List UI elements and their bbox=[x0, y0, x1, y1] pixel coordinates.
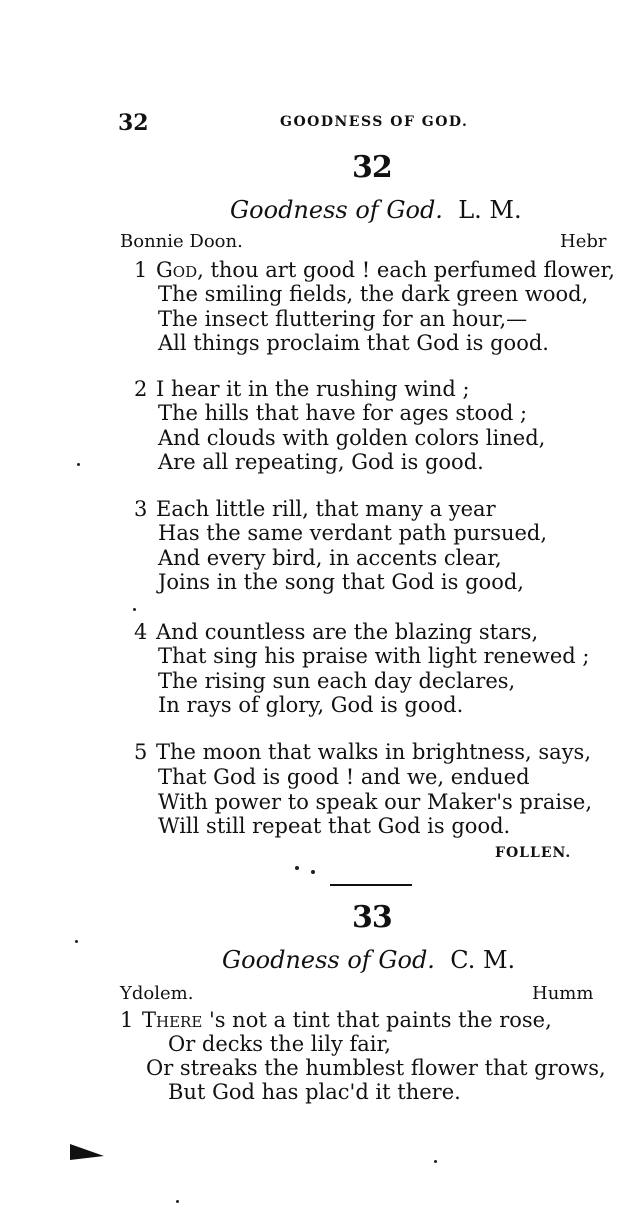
tune-name: Bonnie Doon. bbox=[120, 231, 243, 252]
print-speck bbox=[295, 866, 299, 870]
stanza-line: The insect fluttering for an hour,— bbox=[158, 307, 528, 331]
stanza-line: 3 Each little rill, that many a year bbox=[134, 497, 496, 521]
stanza-line: Or streaks the humblest flower that grows, bbox=[146, 1056, 606, 1080]
stanza-number: 2 bbox=[134, 377, 148, 401]
author-credit: FOLLEN. bbox=[495, 845, 572, 861]
stanza-number: 3 bbox=[134, 497, 148, 521]
stanza-number: 4 bbox=[134, 620, 148, 644]
stanza-line: All things proclaim that God is good. bbox=[158, 331, 549, 355]
stanza-line: Will still repeat that God is good. bbox=[158, 814, 511, 838]
print-speck bbox=[75, 940, 78, 943]
stanza-line: And clouds with golden colors lined, bbox=[158, 426, 546, 450]
stanza-line: With power to speak our Maker's praise, bbox=[158, 790, 593, 814]
hymn-separator-rule bbox=[330, 884, 412, 886]
stanza-line: 1 There 's not a tint that paints the rose, bbox=[120, 1008, 552, 1032]
stanza-line: The smiling fields, the dark green wood, bbox=[158, 282, 589, 306]
stanza-line: Or decks the lily fair, bbox=[168, 1032, 391, 1056]
page-corner-mark bbox=[70, 1140, 106, 1162]
stanza-line: That God is good ! and we, endued bbox=[158, 765, 530, 789]
stanza-line: Are all repeating, God is good. bbox=[158, 450, 484, 474]
hymn-meter: C. M. bbox=[450, 946, 516, 974]
tune-name: Ydolem. bbox=[120, 983, 194, 1004]
stanza-line: But God has plac'd it there. bbox=[168, 1080, 461, 1104]
stanza-first-word: God bbox=[156, 258, 198, 282]
stanza-number: 1 bbox=[134, 258, 148, 282]
hymn-number: 33 bbox=[352, 900, 392, 935]
hymn-number: 32 bbox=[352, 150, 392, 185]
tune-name-right: Hebr bbox=[560, 231, 607, 252]
stanza-line: 1 God, thou art good ! each perfumed flower, bbox=[134, 258, 615, 282]
hymn-title-text: Goodness of God. bbox=[222, 946, 435, 974]
running-head: GOODNESS OF GOD. bbox=[280, 114, 469, 130]
hymn-meter: L. M. bbox=[458, 196, 522, 224]
stanza-number: 1 bbox=[120, 1008, 134, 1032]
stanza-number: 5 bbox=[134, 740, 148, 764]
stanza-line: 5 The moon that walks in brightness, says, bbox=[134, 740, 592, 764]
stanza-line: Joins in the song that God is good, bbox=[158, 570, 524, 594]
hymn-title bbox=[230, 196, 522, 224]
page-number: 32 bbox=[118, 110, 149, 136]
stanza-line: 2 I hear it in the rushing wind ; bbox=[134, 377, 470, 401]
tune-name-right: Humm bbox=[532, 983, 594, 1004]
stanza-line: And every bird, in accents clear, bbox=[158, 546, 502, 570]
stanza-line: Has the same verdant path pursued, bbox=[158, 521, 548, 545]
stanza-line: In rays of glory, God is good. bbox=[158, 693, 464, 717]
print-speck bbox=[311, 870, 315, 874]
print-speck bbox=[133, 608, 136, 611]
print-speck bbox=[77, 463, 80, 466]
hymn-title bbox=[222, 946, 515, 974]
stanza-line: The rising sun each day declares, bbox=[158, 669, 516, 693]
print-speck bbox=[434, 1160, 437, 1163]
stanza-line: That sing his praise with light renewed ; bbox=[158, 644, 590, 668]
stanza-first-word: There bbox=[142, 1008, 203, 1032]
stanza-line: 4 And countless are the blazing stars, bbox=[134, 620, 539, 644]
print-speck bbox=[176, 1200, 179, 1203]
hymn-title-text: Goodness of God. bbox=[230, 196, 443, 224]
stanza-line: The hills that have for ages stood ; bbox=[158, 401, 528, 425]
